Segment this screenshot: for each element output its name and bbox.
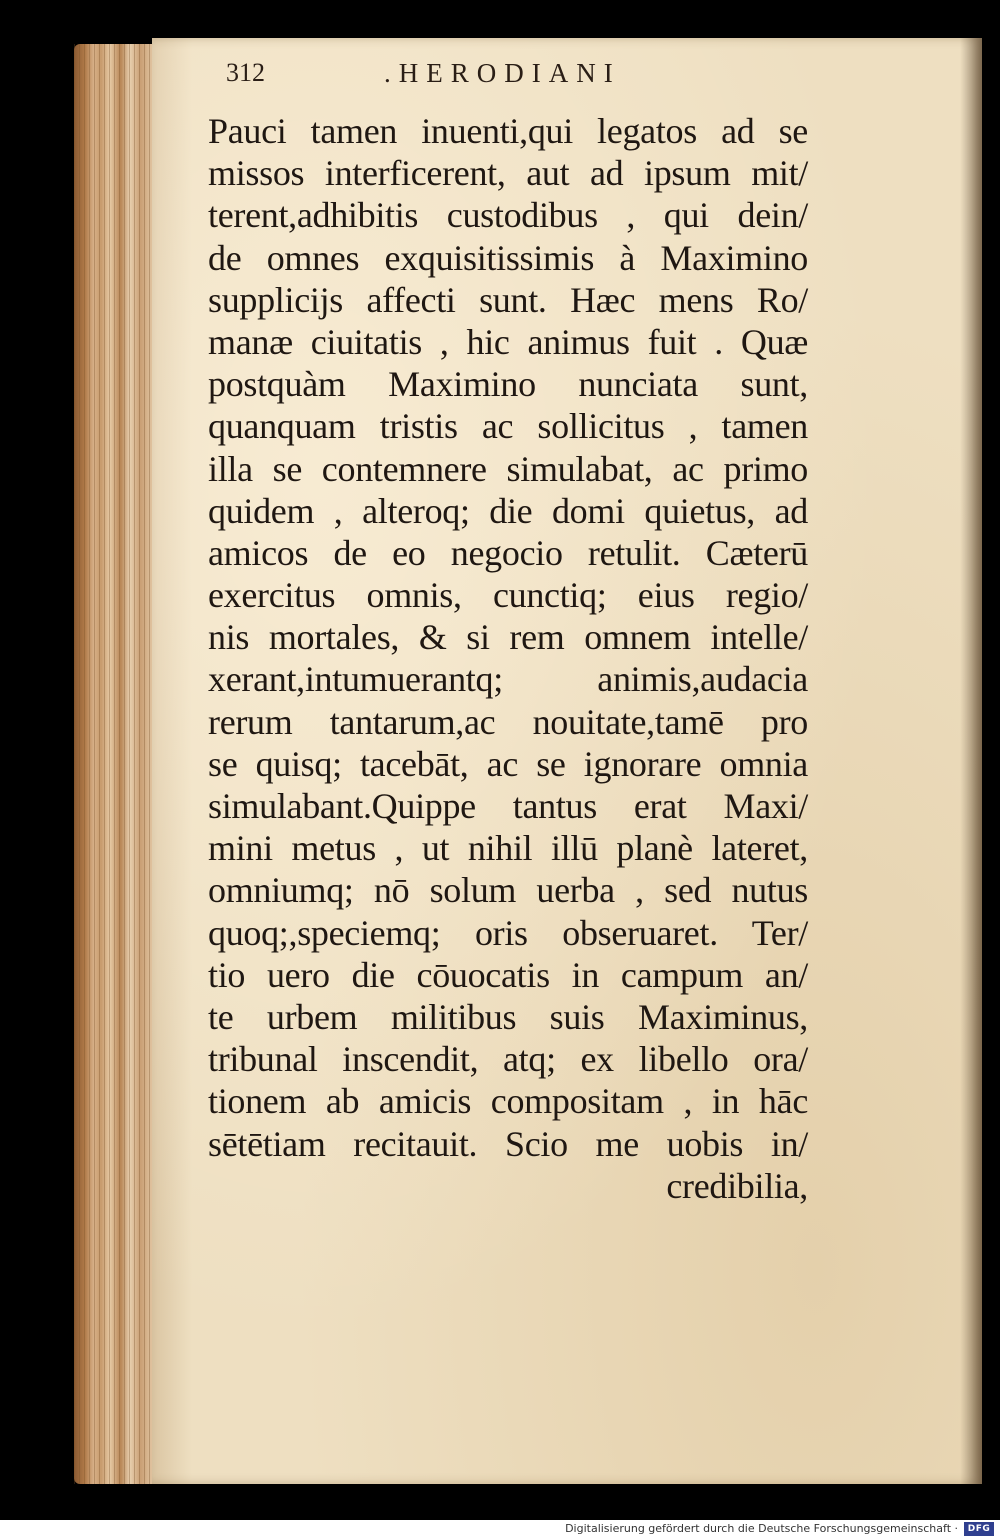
text-line: omniumq; nō solum uerba , sed nutus xyxy=(208,870,808,911)
text-line: amicos de eo negocio retulit. Cæterū xyxy=(208,532,808,573)
page-number: 312 xyxy=(226,58,265,87)
text-line: rerum tantarum,ac nouitate,tamē pro xyxy=(208,701,808,742)
text-line: mini metus , ut nihil illū planè lateret, xyxy=(208,828,808,869)
text-line: tribunal inscendit, atq; ex libello ora/ xyxy=(208,1039,808,1080)
running-head xyxy=(0,58,1000,98)
text-line: se quisq; tacebāt, ac se ignorare omnia xyxy=(208,743,808,784)
text-line: postquàm Maximino nunciata sunt, xyxy=(208,364,808,405)
text-line: tionem ab amicis compositam , in hāc xyxy=(208,1081,808,1122)
footer-bar xyxy=(0,1520,1000,1540)
text-line: manæ ciuitatis , hic animus fuit . Quæ xyxy=(208,321,808,362)
text-line: supplicijs affecti sunt. Hæc mens Ro/ xyxy=(208,279,808,320)
funding-credit: Digitalisierung gefördert durch die Deutsche Forschungsgemeinschaft · xyxy=(565,1522,958,1535)
book-page-edges xyxy=(74,44,164,1484)
page-gutter-shadow xyxy=(960,38,982,1484)
text-line: xerant,intumuerantq; animis,audacia xyxy=(208,659,808,700)
text-line: quidem , alteroq; die domi quietus, ad xyxy=(208,490,808,531)
text-line: quanquam tristis ac sollicitus , tamen xyxy=(208,406,808,447)
text-line: te urbem militibus suis Maximinus, xyxy=(208,996,808,1037)
text-line: exercitus omnis, cunctiq; eius regio/ xyxy=(208,575,808,616)
text-line: tio uero die cōuocatis in campum an/ xyxy=(208,954,808,995)
body-text xyxy=(208,110,808,1207)
page-edge-texture xyxy=(74,44,164,1484)
text-line: de omnes exquisitissimis à Maximino xyxy=(208,237,808,278)
text-line: sētētiam recitauit. Scio me uobis in/ xyxy=(208,1123,808,1164)
text-line: simulabant.Quippe tantus erat Maxi/ xyxy=(208,786,808,826)
text-line: nis mortales, & si rem omnem intelle/ xyxy=(208,617,808,658)
text-line: illa se contemnere simulabat, ac primo xyxy=(208,448,808,489)
text-line: missos interficerent, aut ad ipsum mit/ xyxy=(208,153,808,194)
text-line: Pauci tamen inuenti,qui legatos ad se xyxy=(208,111,808,151)
text-line: terent,adhibitis custodibus , qui dein/ xyxy=(208,195,808,236)
dfg-logo-icon: DFG xyxy=(964,1522,994,1536)
catchword: credibilia, xyxy=(666,1165,808,1206)
running-title: .HERODIANI xyxy=(384,58,621,88)
text-line: quoq;,speciemq; oris obseruaret. Ter/ xyxy=(208,912,808,953)
